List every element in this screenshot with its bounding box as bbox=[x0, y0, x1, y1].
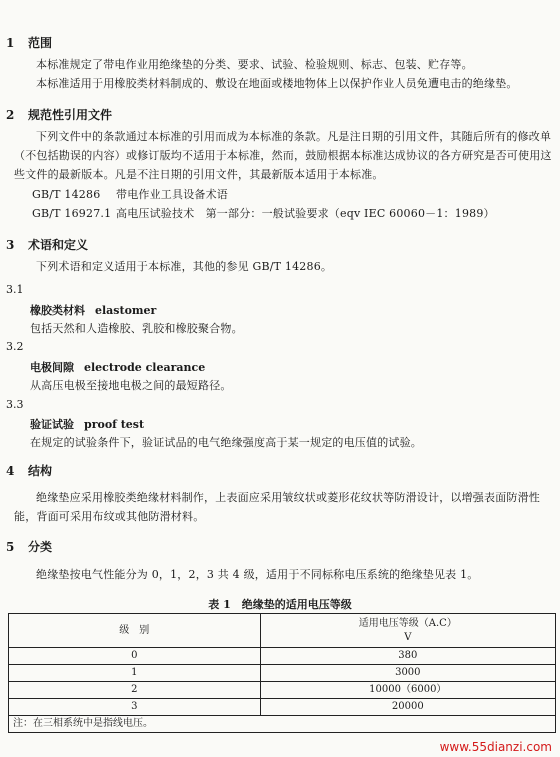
header-voltage bbox=[260, 614, 555, 648]
term-number: 3.3 bbox=[6, 398, 24, 411]
header-grade: 级 别 bbox=[9, 614, 261, 648]
table-row bbox=[9, 682, 556, 699]
voltage-cell: 10000（6000） bbox=[260, 682, 555, 699]
section-number: 2 bbox=[6, 108, 15, 122]
term-heading bbox=[30, 416, 144, 432]
section-title: 规范性引用文件 bbox=[28, 108, 113, 122]
reference-title: 高电压试验技术 第一部分：一般试验要求（eqv IEC 60060－1：1989） bbox=[116, 207, 495, 220]
section-3-heading bbox=[6, 236, 88, 253]
term-number: 3.2 bbox=[6, 340, 24, 353]
term-heading bbox=[30, 359, 205, 375]
table-header-row bbox=[9, 614, 556, 648]
reference-code: GB/T 16927.1 bbox=[32, 207, 112, 220]
term-en: proof test bbox=[84, 418, 145, 431]
term-zh: 电极间隙 bbox=[30, 361, 74, 374]
section-title: 结构 bbox=[28, 464, 53, 478]
term-en: electrode clearance bbox=[84, 361, 206, 374]
section-1-heading bbox=[6, 34, 52, 51]
grade-cell: 3 bbox=[9, 699, 261, 716]
reference-item bbox=[32, 205, 495, 221]
table-row bbox=[9, 699, 556, 716]
section-1-paragraph-1: 本标准规定了带电作业用绝缘垫的分类、要求、试验、检验规则、标志、包装、贮存等。 bbox=[36, 58, 473, 71]
reference-title: 带电作业工具设备术语 bbox=[116, 188, 228, 201]
term-zh: 验证试验 bbox=[30, 418, 74, 431]
grade-cell: 2 bbox=[9, 682, 261, 699]
voltage-cell: 20000 bbox=[260, 699, 555, 716]
header-voltage-unit: V bbox=[404, 631, 412, 643]
section-title: 范围 bbox=[28, 36, 53, 50]
header-voltage-label: 适用电压等级（A.C） bbox=[358, 617, 457, 629]
term-number: 3.1 bbox=[6, 283, 24, 296]
reference-code: GB/T 14286 bbox=[32, 188, 101, 201]
term-definition: 包括天然和人造橡胶、乳胶和橡胶聚合物。 bbox=[30, 322, 243, 335]
table-note: 注：在三相系统中是指线电压。 bbox=[9, 716, 556, 733]
section-number: 1 bbox=[6, 36, 15, 50]
voltage-grade-table bbox=[8, 613, 556, 733]
section-number: 4 bbox=[6, 464, 15, 478]
grade-cell: 1 bbox=[9, 665, 261, 682]
site-watermark: www.55dianzi.com bbox=[439, 740, 552, 754]
term-heading bbox=[30, 302, 156, 318]
table-note-row bbox=[9, 716, 556, 733]
section-1-paragraph-2: 本标准适用于用橡胶类材料制成的、敷设在地面或楼地物体上以保护作业人员免遭电击的绝缘垫。 bbox=[36, 77, 518, 90]
section-number: 5 bbox=[6, 540, 15, 554]
section-number: 3 bbox=[6, 238, 15, 252]
table-caption: 表 1 绝缘垫的适用电压等级 bbox=[208, 598, 352, 611]
section-4-heading bbox=[6, 462, 52, 479]
reference-item bbox=[32, 186, 228, 202]
section-title: 分类 bbox=[28, 540, 53, 554]
section-title: 术语和定义 bbox=[28, 238, 89, 252]
table-row bbox=[9, 648, 556, 665]
term-definition: 在规定的试验条件下，验证试品的电气绝缘强度高于某一规定的电压值的试验。 bbox=[30, 436, 422, 449]
section-5-heading bbox=[6, 538, 52, 555]
grade-cell: 0 bbox=[9, 648, 261, 665]
term-en: elastomer bbox=[95, 304, 157, 317]
section-3-paragraph: 下列术语和定义适用于本标准，其他的参见 GB/T 14286。 bbox=[36, 260, 333, 273]
table-row bbox=[9, 665, 556, 682]
voltage-cell: 380 bbox=[260, 648, 555, 665]
section-2-heading bbox=[6, 106, 112, 123]
section-4-paragraph: 绝缘垫应采用橡胶类绝缘材料制作，上表面应采用皱纹状或菱形花纹状等防滑设计，以增强表面防滑性能，背面可采用布纹或其他防滑材料。 bbox=[14, 491, 540, 523]
term-zh: 橡胶类材料 bbox=[30, 304, 85, 317]
section-2-paragraph: 下列文件中的条款通过本标准的引用而成为本标准的条款。凡是注日期的引用文件，其随后所有的修改单（不包括勘误的内容）或修订版均不适用于本标准，然而，鼓励根据本标准达成协议的各方研究是否可使用这些文件的最新版本。凡是不注日期的引用文件，其最新版本适用于本标准。 bbox=[14, 130, 552, 181]
voltage-cell: 3000 bbox=[260, 665, 555, 682]
term-definition: 从高压电极至接地电极之间的最短路径。 bbox=[30, 379, 232, 392]
section-5-paragraph: 绝缘垫按电气性能分为 0，1，2，3 共 4 级，适用于不同标称电压系统的绝缘垫见表 1。 bbox=[36, 568, 479, 581]
